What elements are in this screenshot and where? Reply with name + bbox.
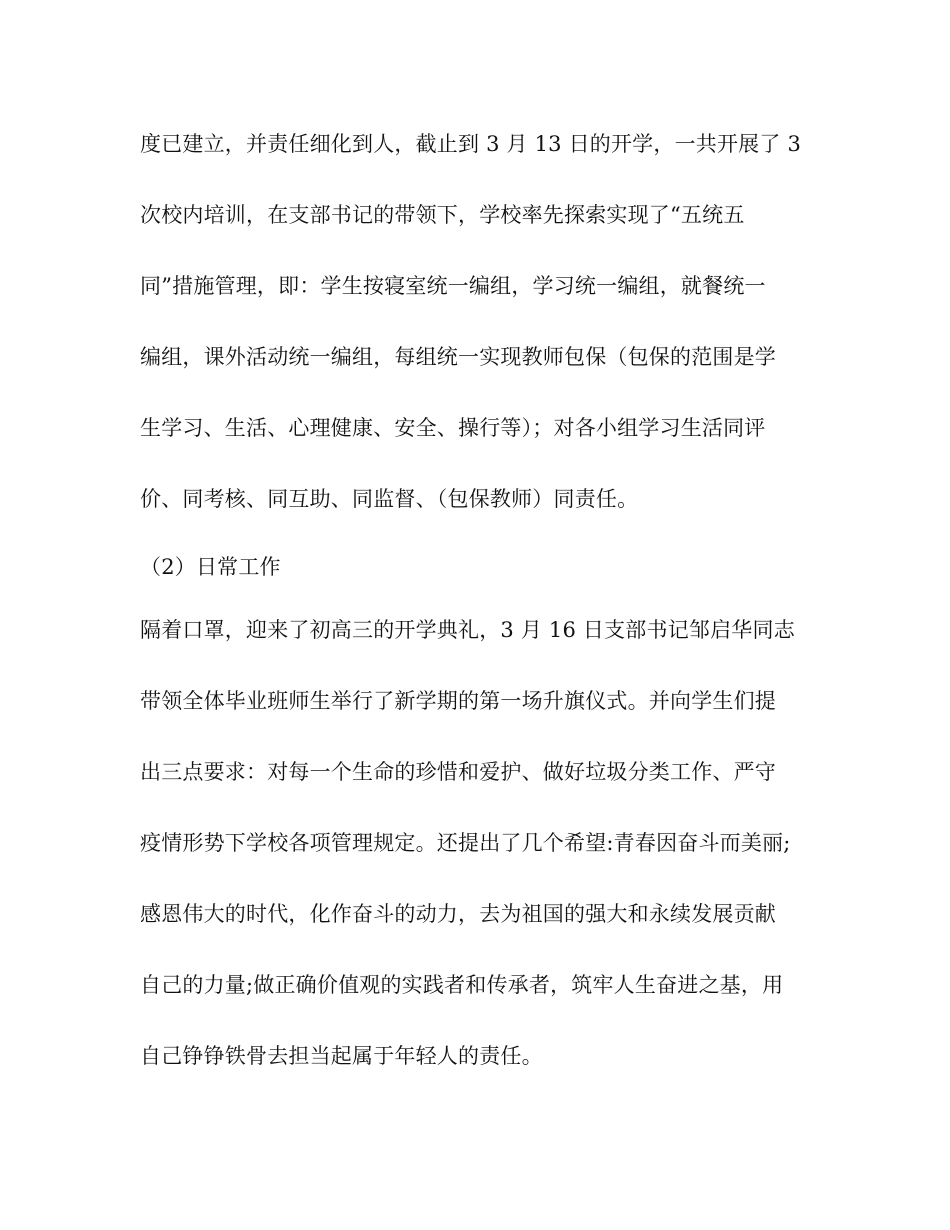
- section-heading-daily-work: （2）日常工作: [140, 555, 281, 579]
- paragraph-line-13: 自己铮铮铁骨去担当起属于年轻人的责任。: [140, 1044, 543, 1068]
- paragraph-line-12: 自己的力量;做正确价值观的实践者和传承者，筑牢人生奋进之基，用: [140, 973, 784, 997]
- paragraph-line-5: 生学习、生活、心理健康、安全、操行等）；对各小组学习生活同评: [140, 416, 766, 440]
- paragraph-line-3: 同”措施管理，即：学生按寝室统一编组，学习统一编组，就餐统一: [140, 274, 766, 298]
- paragraph-line-10: 疫情形势下学校各项管理规定。还提出了几个希望:青春因奋斗而美丽;: [140, 831, 791, 855]
- paragraph-line-11: 感恩伟大的时代，化作奋斗的动力，去为祖国的强大和永续发展贡献: [140, 902, 776, 926]
- paragraph-line-7: 隔着口罩，迎来了初高三的开学典礼，3 月 16 日支部书记邹启华同志: [140, 618, 795, 642]
- paragraph-line-9: 出三点要求：对每一个生命的珍惜和爱护、做好垃圾分类工作、严守: [140, 760, 776, 784]
- paragraph-line-6: 价、同考核、同互助、同监督、（包保教师）同责任。: [140, 487, 639, 511]
- paragraph-line-2: 次校内培训，在支部书记的带领下，学校率先探索实现了“五统五: [140, 203, 745, 227]
- paragraph-line-8: 带领全体毕业班师生举行了新学期的第一场升旗仪式。并向学生们提: [140, 689, 776, 713]
- paragraph-line-1: 度已建立，并责任细化到人，截止到 3 月 13 日的开学，一共开展了 3: [140, 132, 802, 156]
- paragraph-line-4: 编组，课外活动统一编组，每组统一实现教师包保（包保的范围是学: [140, 345, 776, 369]
